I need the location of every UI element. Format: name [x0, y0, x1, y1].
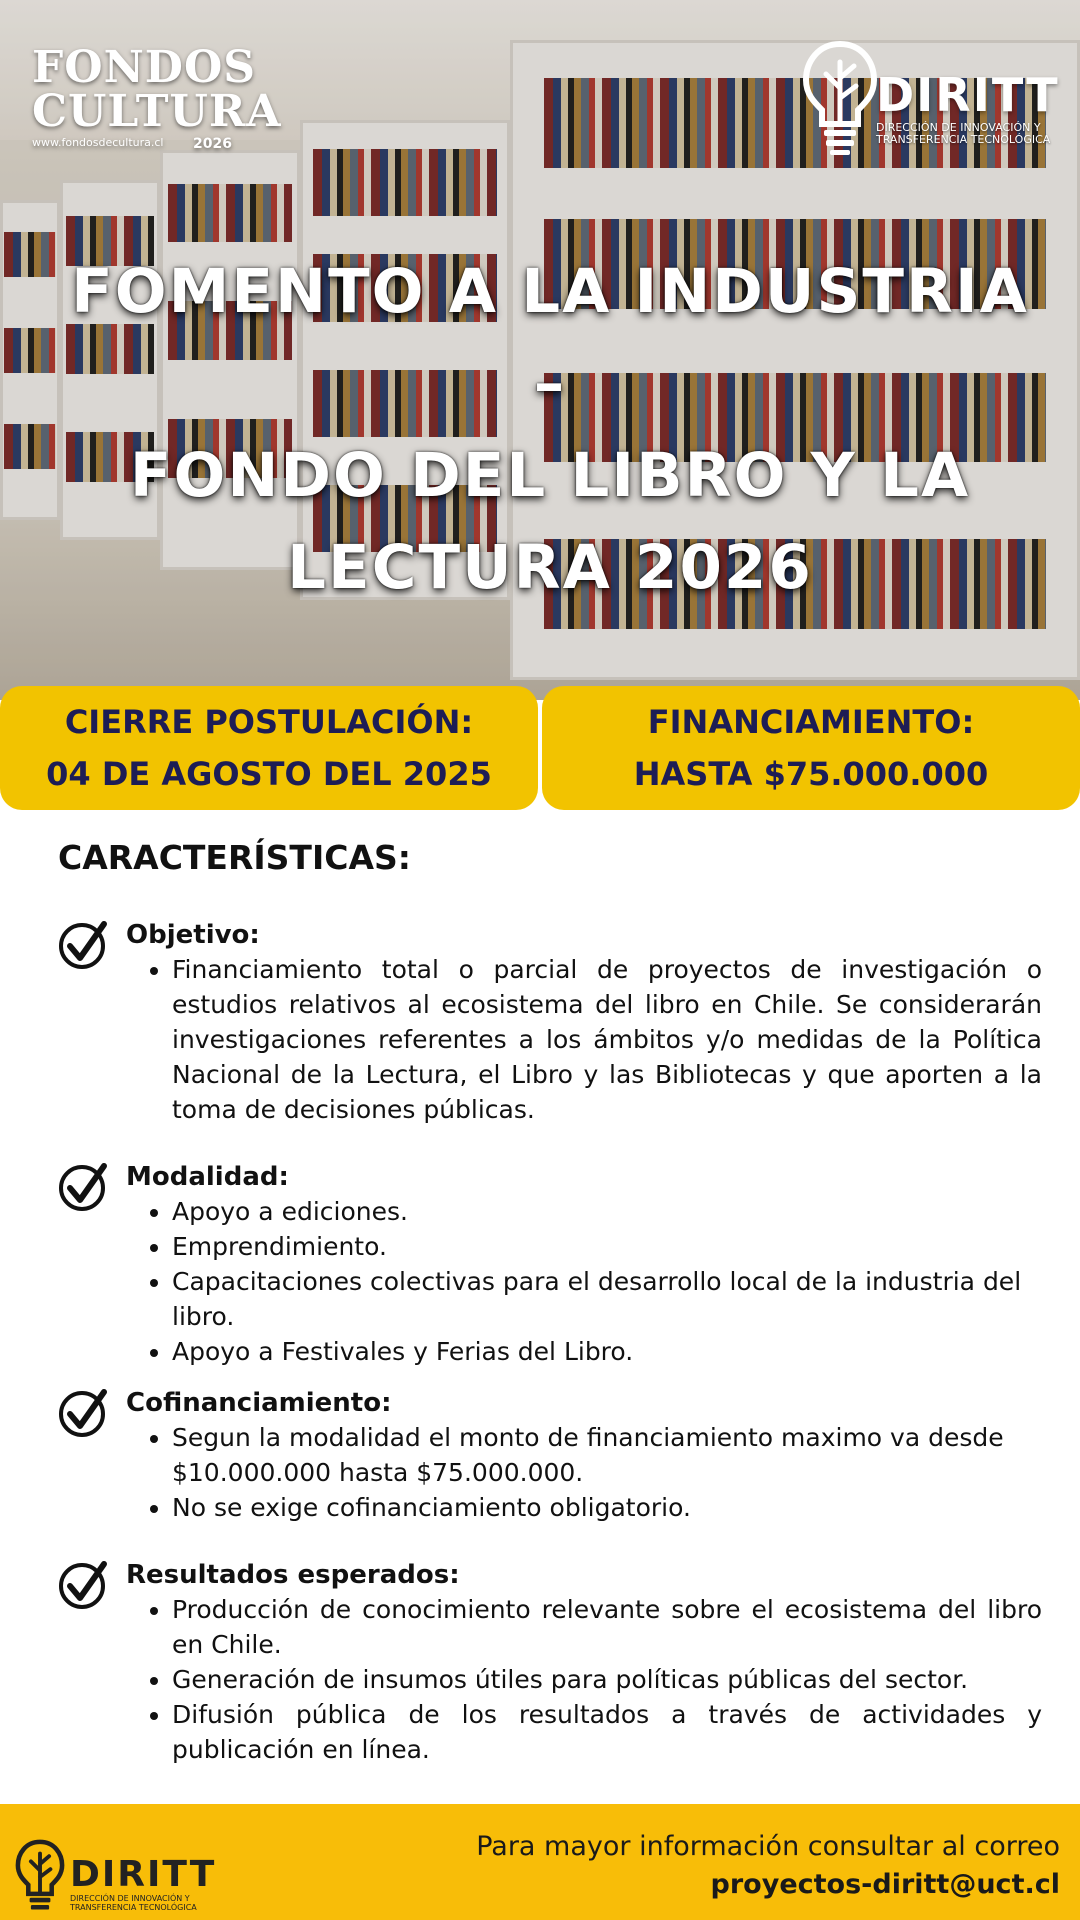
- footer-logo-name: DIRITT: [70, 1854, 217, 1895]
- feature-objetivo: [58, 918, 1042, 1128]
- logo-subtitle-line: DIRECCIÓN DE INNOVACIÓN Y: [70, 1894, 190, 1903]
- footer-diritt-logo: [14, 1834, 217, 1920]
- logo-url-row: [32, 136, 232, 152]
- title-line: FOMENTO A LA INDUSTRIA –: [71, 256, 1029, 419]
- title-line: LECTURA 2026: [287, 532, 813, 603]
- logo-subtitle-line: TRANSFERENCIA TECNOLÓGICA: [70, 1903, 197, 1912]
- deadline-value: 04 DE AGOSTO DEL 2025: [46, 755, 492, 793]
- logo-year: 2026: [193, 136, 232, 152]
- logo-subtitle-line: DIRECCIÓN DE INNOVACIÓN Y: [876, 121, 1041, 134]
- lightbulb-tree-icon: [800, 38, 880, 158]
- logo-subtitle: [876, 122, 1050, 146]
- contact-info: [476, 1828, 1060, 1904]
- check-circle-icon: [58, 918, 110, 970]
- feature-cofinanciamiento: [58, 1386, 1018, 1526]
- list-item: • Segun la modalidad el monto de financiamiento maximo va desde $10.000.000 hasta $75.000.000.: [172, 1420, 1042, 1490]
- logo-subtitle-line: TRANSFERENCIA TECNOLÓGICA: [876, 133, 1051, 146]
- list-item: • Financiamiento total o parcial de proyectos de investigación o estudios relativos al ecosistema del libro en Chile. Se considerarán investigaciones referentes a los ámbitos y/o medidas de la Política Nacional de la Lectura, el Libro y las Bibliotecas y que aporten a la toma de decisiones públicas.: [172, 952, 1042, 1127]
- feature-title: Objetivo:: [126, 920, 260, 950]
- hero-banner: [0, 0, 1080, 700]
- feature-modalidad: [58, 1160, 1022, 1366]
- list-item: • Apoyo a ediciones.: [172, 1194, 1042, 1229]
- feature-title: Resultados esperados:: [126, 1560, 460, 1590]
- fondos-cultura-logo: [32, 42, 292, 152]
- list-item: • Apoyo a Festivales y Ferias del Libro.: [172, 1334, 1042, 1369]
- logo-text: CULTURA: [32, 86, 282, 137]
- contact-text: Para mayor información consultar al correo: [476, 1831, 1060, 1862]
- list-item: • Generación de insumos útiles para políticas públicas del sector.: [172, 1662, 1042, 1697]
- footer: [0, 1804, 1080, 1920]
- funding-value: HASTA $75.000.000: [633, 755, 989, 793]
- feature-list: [146, 1194, 1042, 1369]
- logo-name: DIRITT: [876, 68, 1060, 122]
- section-title: CARACTERÍSTICAS:: [58, 838, 411, 877]
- funding-badge: [542, 686, 1080, 810]
- diritt-logo: [800, 38, 1060, 158]
- deadline-label: CIERRE POSTULACIÓN:: [64, 703, 474, 741]
- footer-logo-subtitle: [70, 1894, 197, 1912]
- list-item: • Difusión pública de los resultados a través de actividades y publicación en línea.: [172, 1697, 1042, 1767]
- logo-url: www.fondosdecultura.cl: [32, 136, 164, 149]
- logo-text: FONDOS: [32, 42, 257, 93]
- check-circle-icon: [58, 1558, 110, 1610]
- list-item: • No se exige cofinanciamiento obligatorio.: [172, 1490, 1042, 1525]
- page-title: [60, 246, 1040, 614]
- feature-list: [146, 952, 1042, 1127]
- feature-list: [146, 1592, 1042, 1767]
- feature-title: Cofinanciamiento:: [126, 1388, 392, 1418]
- check-circle-icon: [58, 1160, 110, 1212]
- contact-email-link[interactable]: proyectos-diritt@uct.cl: [710, 1869, 1060, 1900]
- deadline-badge: [0, 686, 538, 810]
- funding-label: FINANCIAMIENTO:: [647, 703, 975, 741]
- list-item: • Capacitaciones colectivas para el desarrollo local de la industria del libro.: [172, 1264, 1042, 1334]
- title-line: FONDO DEL LIBRO Y LA: [129, 440, 971, 511]
- lightbulb-tree-icon: [14, 1834, 66, 1920]
- feature-list: [146, 1420, 1042, 1525]
- list-item: • Emprendimiento.: [172, 1229, 1042, 1264]
- feature-resultados: [58, 1558, 1042, 1768]
- check-circle-icon: [58, 1386, 110, 1438]
- feature-title: Modalidad:: [126, 1162, 289, 1192]
- list-item: • Producción de conocimiento relevante sobre el ecosistema del libro en Chile.: [172, 1592, 1042, 1662]
